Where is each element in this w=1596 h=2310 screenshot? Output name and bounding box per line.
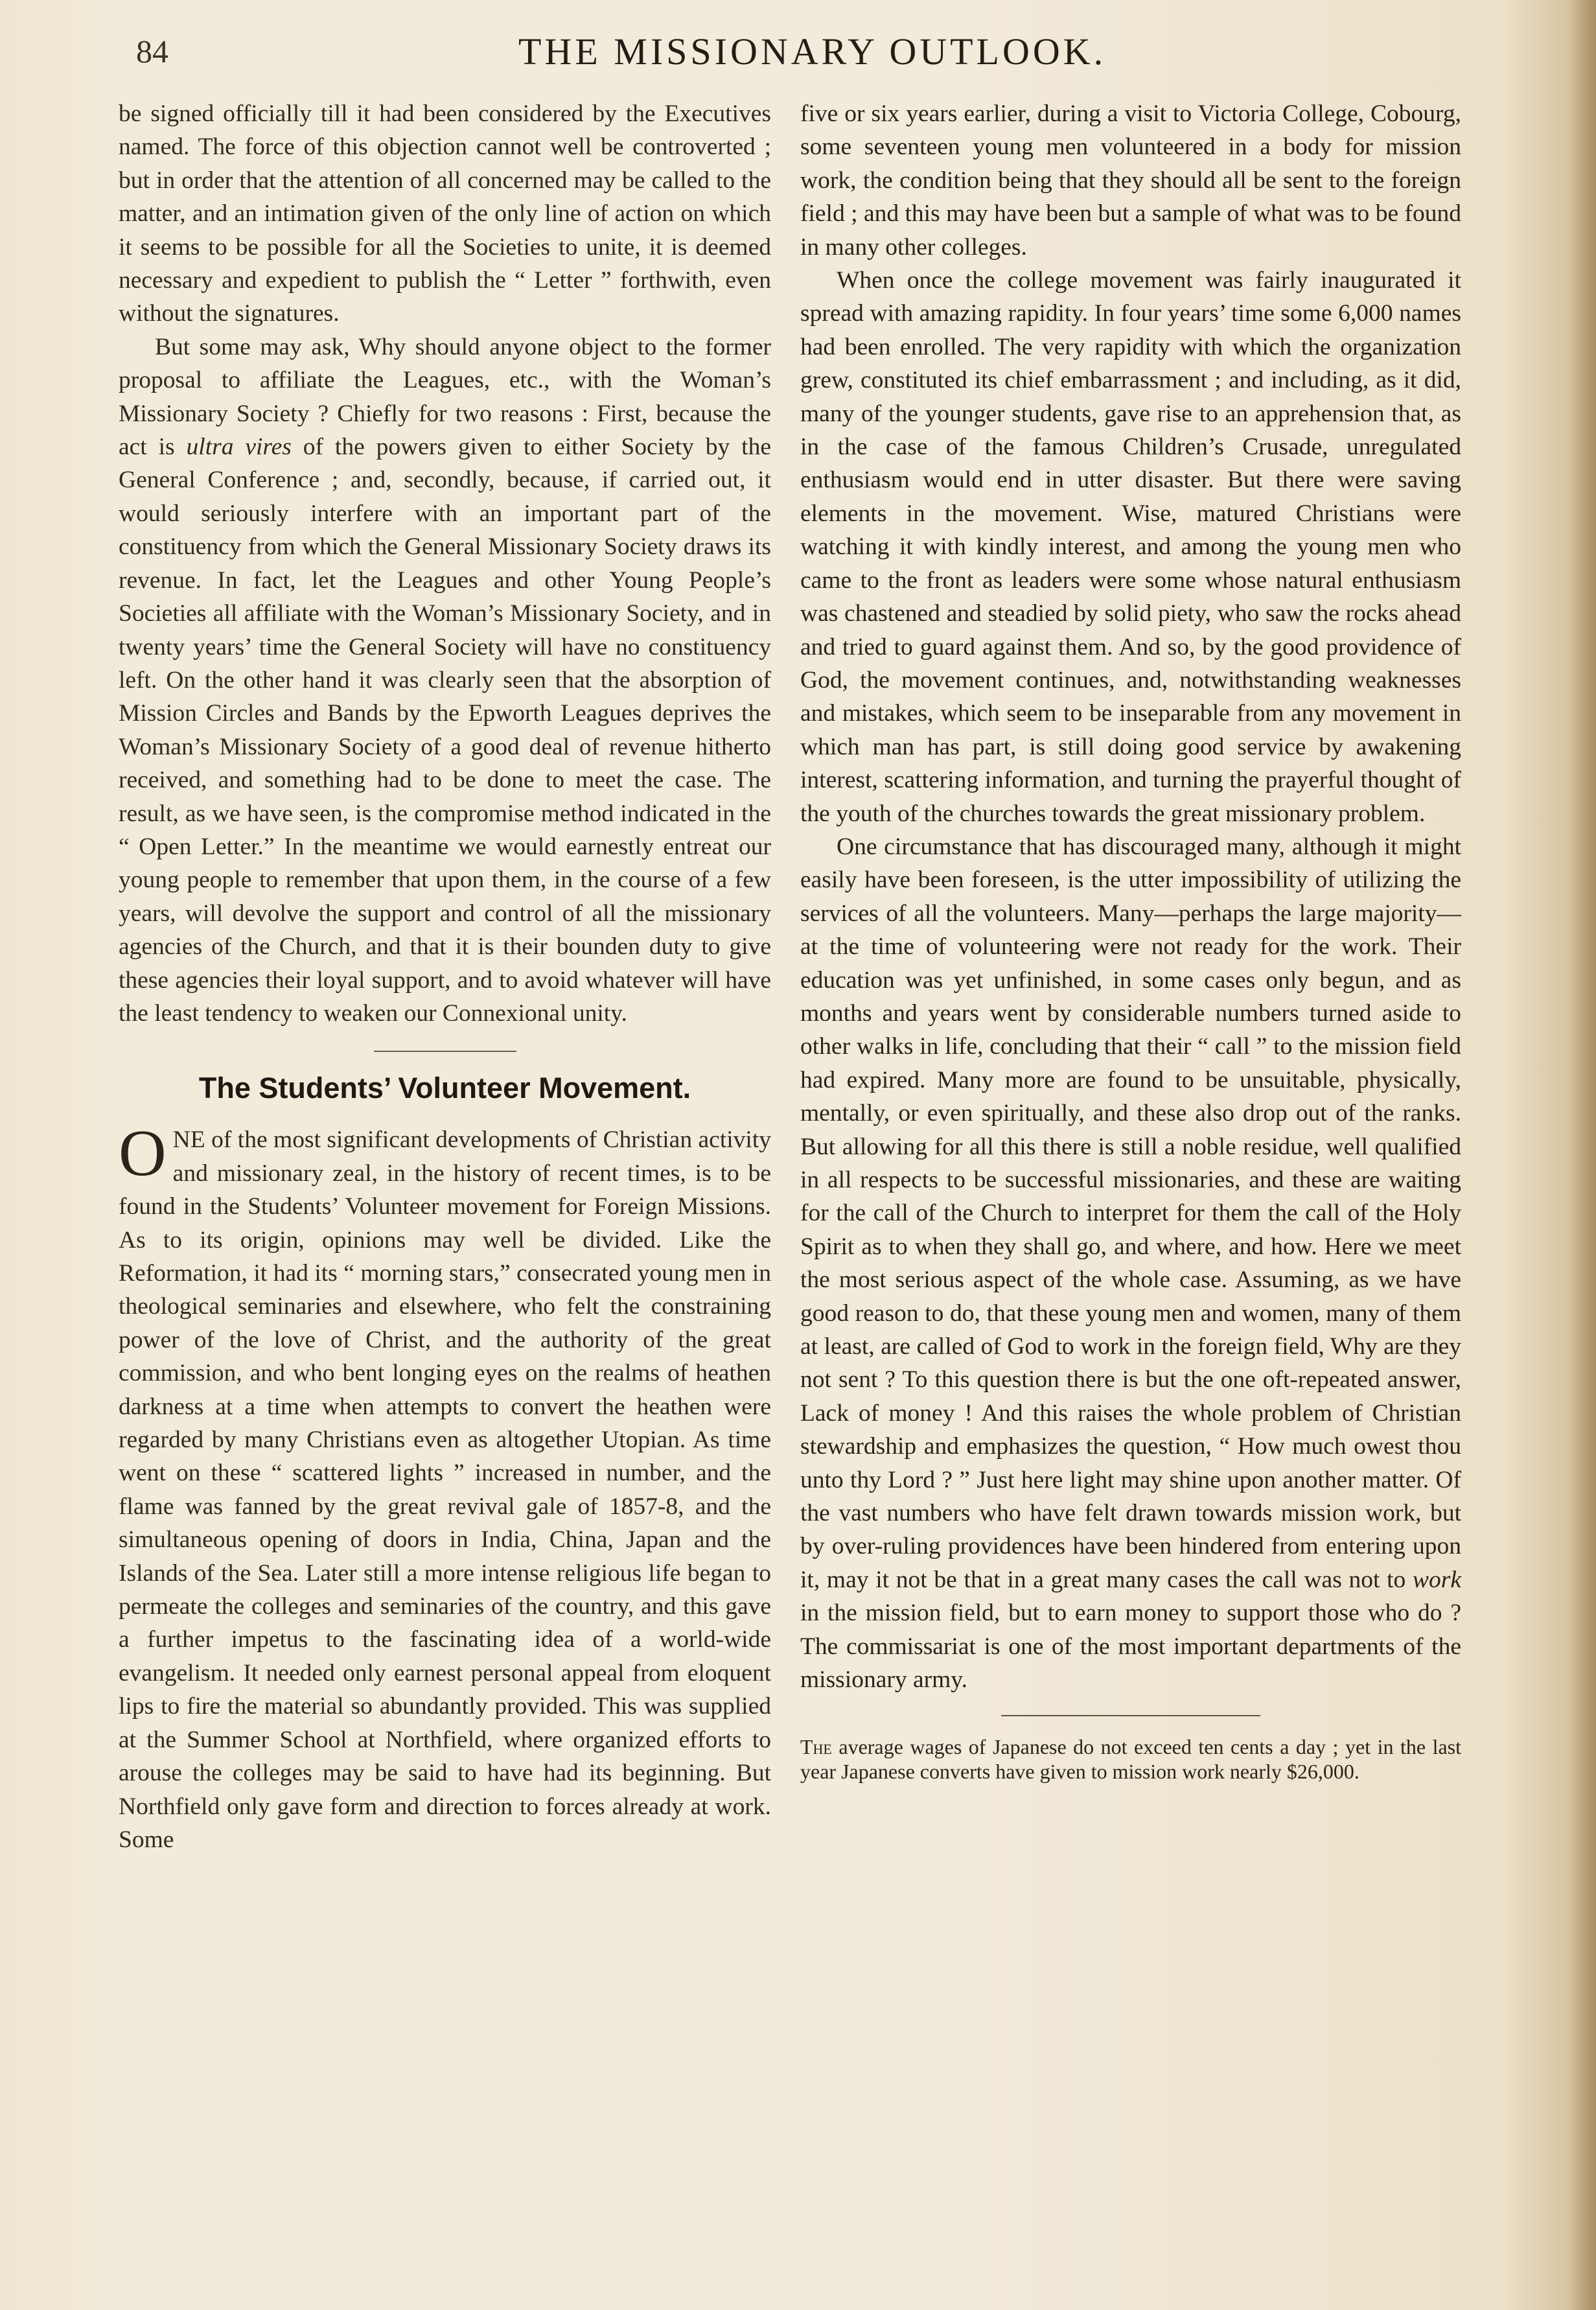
right-paragraph-3 [800,830,1461,1697]
page-edge-stain [1570,0,1596,2310]
footnote-divider [1001,1715,1260,1716]
text-run: average wages of Japanese do not exceed ten cents a day ; yet in the last year Japanese converts have given to mission work nearly $26,000. [800,1734,1461,1783]
running-head: THE MISSIONARY OUTLOOK. [518,30,1107,73]
smallcaps-lead: The [800,1734,832,1758]
right-paragraph-1: five or six years earlier, during a visit to Victoria College, Cobourg, some seventeen young men volunteered in a body for mission work, the condition being that they should all be sent to the foreign field ; and this may have been but a sample of what was to be found in many other colleges. [800,100,1461,261]
right-column [800,97,1461,1784]
text-run: One circumstance that has discouraged many, although it might easily have been foreseen, is the utter impossibility of utilizing the services of all the volunteers. Many—perhaps the large majority—at the time of volunteering were not ready for the work. Their education was yet unfinished, in some cases only begun, and as months and years went by considerable numbers turned aside to other walks in life, concluding that their “ call ” to the mission field had expired. Many more are found to be unsuitable, physically, mentally, or even spiritually, and these also drop out of the ranks. But allowing for all this there is still a noble residue, well qualified in all respects to be successful missionaries, and these are waiting for the call of the Church to interpret for them the call of the Holy Spirit as to when they shall go, and where, and how. Here we meet the most serious aspect of the whole case. Assuming, as we have good reason to do, that these young men and women, many of them at least, are called of God to work in the foreign field, Why are they not sent ? To this question there is but the one oft-repeated answer, Lack of money ! And this raises the whole problem of Christian stewardship and emphasizes the question, “ How much owest thou unto thy Lord ? ” Just here light may shine upon another matter. Of the vast numbers who have felt drawn towards mission work, but by over-ruling providences have been hindered from entering upon it, may it not be that in a great many cases the call was not to [800,833,1461,1593]
footnote [800,1734,1461,1784]
italic-phrase: ultra vires [186,434,292,461]
italic-word: work [1413,1566,1461,1593]
right-paragraph-2: When once the college movement was fairly inaugurated it spread with amazing rapidity. In four years’ time some 6,000 names had been enrolled. The very rapidity with which the organization grew, constituted its chief embarrassment ; and including, as it did, many of the younger students, gave rise to an apprehension that, as in the case of the famous Children’s Crusade, unregulated enthusiasm would end in utter disaster. But there were saving elements in the movement. Wise, matured Christians were watching it with kindly interest, and among the young men who came to the front as leaders were some whose natural enthusiasm was chastened and steadied by solid piety, who saw the rocks ahead and tried to guard against them. And so, by the good providence of God, the movement continues, and, notwithstanding weaknesses and mistakes, which seem to be inseparable from any movement in which man has part, is still doing good service by awakening interest, scattering information, and turning the prayerful thought of the youth of the churches towards the great missionary problem. [800,267,1461,827]
smallcaps-lead: NE [172,1126,205,1154]
drop-cap: O [119,1117,167,1191]
left-paragraph-2 [119,331,771,1031]
text-run: in the mission field, but to earn money to support those who do ? The commissariat is one of the most important departments of the missionary army. [800,1600,1461,1694]
section-divider [374,1051,516,1052]
page-number: 84 [136,33,168,69]
text-run: of the powers given to either Society by the General Conference ; and, secondly, because, if carried out, it would seriously interfere with an important part of the constituency from which the General Missionary Society draws its revenue. In fact, let the Leagues and other Young People’s Societies all affiliate with the Woman’s Missionary Society, and in twenty years’ time the General Society will have no constituency left. On the other hand it was clearly seen that the absorption of Mission Circles and Bands by the Epworth Leagues deprives the Woman’s Missionary Society of a good deal of revenue hitherto received, and something had to be done to meet the case. The result, as we have seen, is the compromise method indicated in the “ Open Letter.” In the meantime we would earnestly entreat our young people to remember that upon them, in the course of a few years, will devolve the support and control of all the missionary agencies of the Church, and that it is their bounden duty to give these agencies their loyal support, and to avoid whatever will have the least tendency to weaken our Connexional unity. [119,434,771,1027]
left-column [119,97,771,1856]
text-run: of the most significant developments of Christian activity and missionary zeal, in the history of recent times, is to be found in the Students’ Volunteer movement for Foreign Missions. As to its origin, opinions may well be divided. Like the Reformation, it had its “ morning stars,” consecrated young men in theological seminaries and elsewhere, who felt the constraining power of the love of Christ, and the authority of the great commission, and who bent longing eyes on the realms of heathen darkness at a time when attempts to convert the heathen were regarded by many Christians even as altogether Utopian. As time went on these “ scattered lights ” increased in number, and the flame was fanned by the great revival gale of 1857-8, and the simultaneous opening of doors in India, China, Japan and the Islands of the Sea. Later still a more intense religious life began to permeate the colleges and seminaries of the country, and this gave a further impetus to the fascinating idea of a world-wide evangelism. It needed only earnest personal appeal from eloquent lips to fire the material so abundantly provided. This was supplied at the Summer School at Northfield, where organized efforts to arouse the colleges may be said to have had its beginning. But Northfield only gave form and direction to forces already at work. Some [119,1126,771,1853]
section-title: The Students’ Volunteer Movement. [198,1071,691,1105]
left-paragraph-3 [119,1117,771,1856]
text-run: But some may ask, Why should anyone object to the former proposal to affiliate the Leagues, etc., with the Woman’s Missionary Society ? Chiefly for two reasons : First, because the act is [119,333,771,461]
left-paragraph-1: be signed officially till it had been considered by the Executives named. The force of this objection cannot well be controverted ; but in order that the attention of all concerned may be called to the matter, and an intimation given of the only line of action on which it seems to be possible for all the Societies to unite, it is deemed necessary and expedient to publish the “ Letter ” forthwith, even without the signatures. [119,100,771,327]
